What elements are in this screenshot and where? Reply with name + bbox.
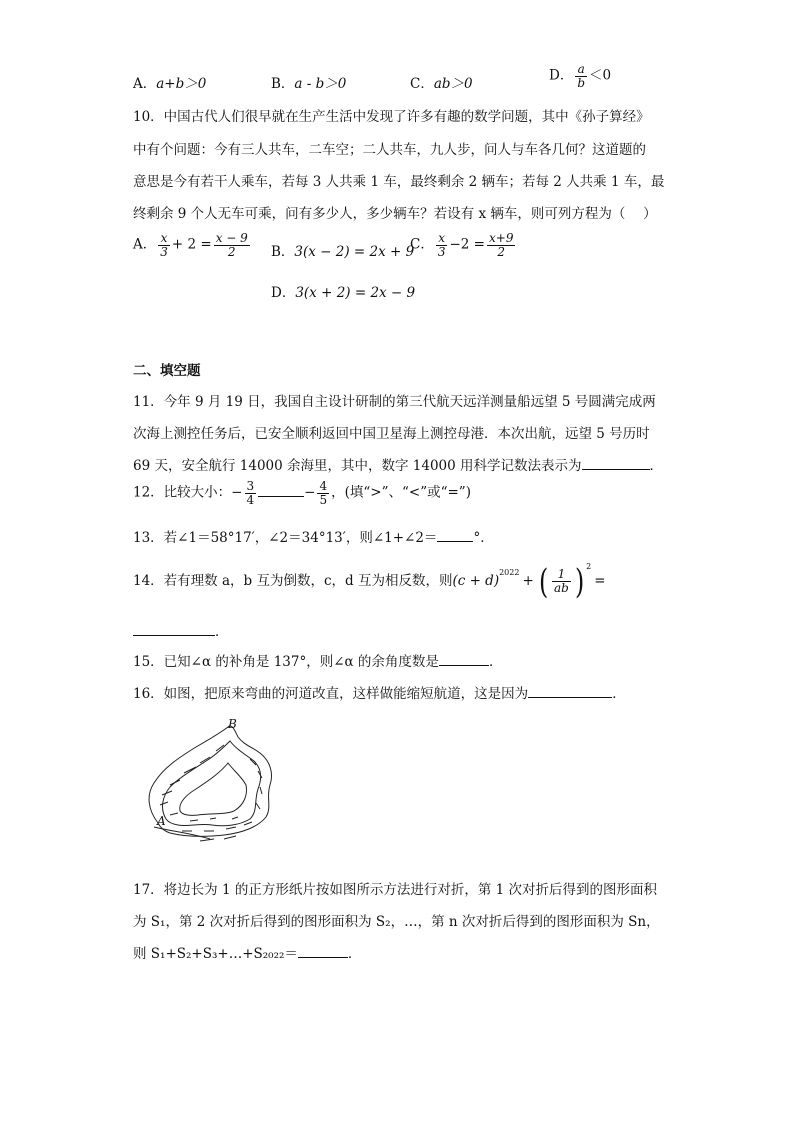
exponent: 2 [586,562,592,571]
math-expr: + [522,573,534,589]
math-expr: (c + d) [452,573,500,589]
point-a-label: A [157,814,166,828]
section-heading: 二、填空题 [133,363,201,379]
question-text: ． [347,946,362,962]
denominator: 2 [227,244,236,259]
fraction [552,568,571,594]
option-expr: a - b＞0 [294,76,347,92]
numerator: x − 9 [215,231,248,245]
option-expr: ＜0 [589,67,612,84]
q12 [133,480,471,506]
denominator: 2 [497,244,506,259]
question-text: − [304,484,316,501]
q9-option-a [133,72,206,92]
q14 [133,561,606,602]
question-text: 16．如图，把原来弯曲的河道改直，这样做能缩短航道，这是因为 [133,686,529,702]
q17-line-2: 为 S₁，第 2 次对折后得到的图形面积为 S₂，…，第 n 次对折后得到的图形面积为 Sn， [133,914,660,930]
numerator: 3 [246,479,255,493]
exponent: 2022 [499,568,520,577]
q10-option-c [410,232,517,258]
answer-blank[interactable] [582,457,650,470]
question-text: 15．已知∠α 的补角是 137°，则∠α 的余角度数是 [133,654,439,670]
answer-blank[interactable] [133,623,215,636]
denominator: 4 [246,492,255,507]
q14-answer-line [133,620,229,640]
numerator: 1 [552,568,571,582]
question-text: ，(填“>”、“<”或“=”) [331,484,471,501]
question-text: °． [473,530,494,546]
q10-option-b [271,240,414,260]
q9-option-b [271,72,346,92]
q10-option-a [133,232,252,258]
q10-line-2: 中有个问题：今有三人共车，二车空；二人共车，九人步，问人与车各几何？这道题的 [133,142,646,158]
q11-line-3 [133,454,663,474]
q10-line-3: 意思是今有若干人乘车，若每 3 人共乘 1 车，最终剩余 2 辆车；若每 2 人共乘 1 车，最 [133,174,665,190]
fraction [436,232,448,258]
question-text: 13．若∠1＝58°17′，∠2＝34°13′，则∠1+∠2＝ [133,530,438,546]
numerator: 4 [319,479,328,493]
denominator: 5 [319,492,328,507]
option-label: C． [410,236,434,253]
denominator: ab [554,581,569,595]
numerator: x [158,232,170,246]
q17-line-3 [133,942,361,962]
question-text: 12．比较大小：− [133,484,243,501]
fraction [214,232,250,258]
denominator: b [577,75,586,90]
option-expr: + 2 = [171,236,212,253]
option-label: D． [549,67,574,84]
denominator: 3 [437,244,446,259]
left-paren: ( [538,561,549,602]
q9-option-c [410,72,473,92]
option-expr: a+b＞0 [156,76,207,92]
math-expr: = [594,573,606,589]
q9-option-d [549,63,611,89]
numerator: x [436,232,448,246]
q11-line-2: 次海上测控任务后，已安全顺利返回中国卫星海上测控母港．本次出航，远望 5 号历时 [133,426,650,442]
question-text: ． [649,458,664,474]
option-label: A． [133,236,157,253]
right-paren: ) [574,561,585,602]
question-text: 14．若有理数 a，b 互为倒数，c，d 互为相反数，则 [133,573,453,589]
answer-blank[interactable] [437,529,473,542]
denominator: 3 [160,244,168,259]
question-text: ． [488,654,503,670]
answer-blank[interactable] [258,484,304,497]
question-text: ． [215,624,229,640]
q13 [133,526,494,546]
numerator: a [575,63,587,77]
option-expr: 3(x − 2) = 2x + 9 [294,244,415,260]
answer-blank[interactable] [528,685,612,698]
fraction [575,63,587,89]
point-b-label: B [228,717,237,731]
q10-line-4: 终剩余 9 个人无车可乘，问有多少人，多少辆车？若设有 x 辆车，则可列方程为（ ） [133,206,657,222]
q17-line-1: 17．将边长为 1 的正方形纸片按如图所示方法进行对折，第 1 次对折后得到的图形面积 [133,882,658,898]
option-label: B． [271,244,295,260]
fraction [158,232,170,258]
question-text: ． [612,686,626,702]
fraction [487,232,515,258]
q15 [133,650,502,670]
option-label: C． [410,76,434,92]
q10-option-d [271,281,415,301]
fraction [317,480,329,506]
option-label: A． [133,76,157,92]
q11-line-1: 11．今年 9 月 19 日，我国自主设计研制的第三代航天远洋测量船远望 5 号圆满完成两 [133,394,656,410]
q10-line-1: 10．中国古代人们很早就在生产生活中发现了许多有趣的数学问题，其中《孙子算经》 [133,109,650,125]
option-label: B． [271,76,295,92]
question-text: 69 天，安全航行 14000 余海里，其中，数字 14000 用科学记数法表示为 [133,458,582,474]
option-expr: 3(x + 2) = 2x − 9 [295,285,416,301]
answer-blank[interactable] [439,653,489,666]
q16 [133,682,626,702]
option-expr: ab＞0 [433,76,473,92]
numerator: x+9 [489,231,514,245]
option-label: D． [271,285,296,301]
answer-blank[interactable] [298,945,348,958]
question-text: 则 S₁+S₂+S₃+…+S₂₀₂₂＝ [133,946,298,962]
option-expr: −2 = [449,236,485,253]
fraction [245,480,257,506]
